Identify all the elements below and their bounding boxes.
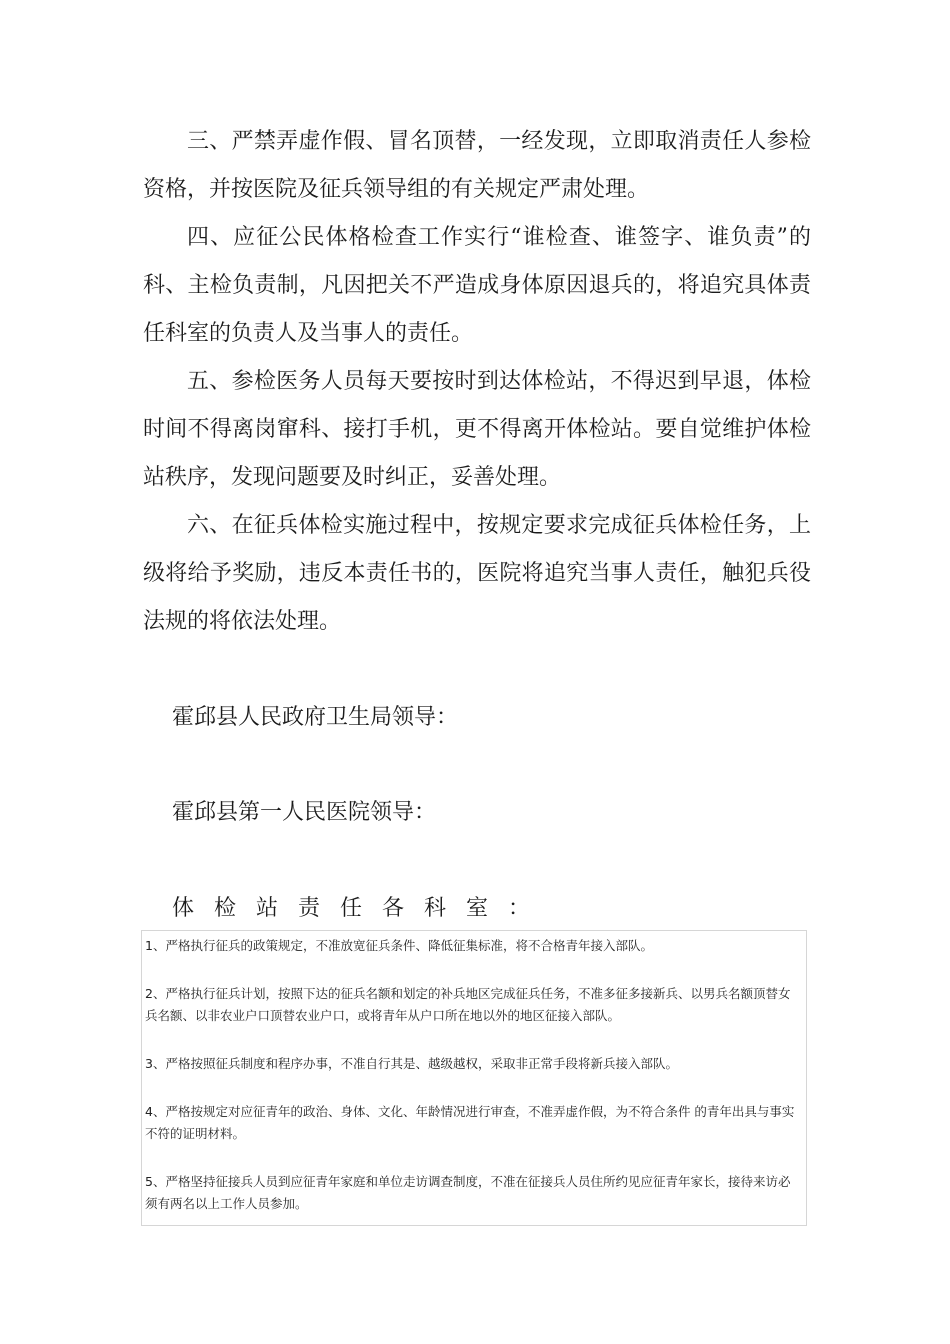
rule-item: 3、严格按照征兵制度和程序办事，不准自行其是、越级越权，采取非正常手段将新兵接入部队。 xyxy=(145,1056,678,1071)
rule-item: 1、严格执行征兵的政策规定，不准放宽征兵条件、降低征集标准，将不合格青年接入部队。 xyxy=(145,938,653,953)
signature-bureau: 霍邱县人民政府卫生局领导： xyxy=(172,705,459,730)
rule-item: 5、严格坚持征接兵人员到应征青年家庭和单位走访调查制度，不准在征接兵人员住所约见应征青年家长，接待来访必须有两名以上工作人员参加。 xyxy=(145,1174,791,1211)
paragraph-5: 五、参检医务人员每天要按时到达体检站，不得迟到早退，体检时间不得离岗窜科、接打手机，更不得离开体检站。要自觉维护体检站秩序，发现问题要及时纠正，妥善处理。 xyxy=(143,369,811,490)
paragraph-6: 六、在征兵体检实施过程中，按规定要求完成征兵体检任务，上级将给予奖励，违反本责任书的，医院将追究当事人责任，触犯兵役法规的将依法处理。 xyxy=(143,513,811,634)
signature-hospital: 霍邱县第一人民医院领导： xyxy=(172,800,437,825)
rule-item: 4、严格按规定对应征青年的政治、身体、文化、年龄情况进行审查，不准弄虚作假，为不符合条件 的青年出具与事实不符的证明材料。 xyxy=(145,1104,795,1141)
rule-item: 2、严格执行征兵计划，按照下达的征兵名额和划定的补兵地区完成征兵任务，不准多征多接新兵、以男兵名额顶替女兵名额、以非农业户口顶替农业户口，或将青年从户口所在地以外的地区征接入部队。 xyxy=(145,986,791,1023)
paragraph-4: 四、应征公民体格检查工作实行“谁检查、谁签字、谁负责”的科、主检负责制，凡因把关不严造成身体原因退兵的，将追究具体责任科室的负责人及当事人的责任。 xyxy=(143,225,811,346)
signature-station: 体检站责任各科室： xyxy=(172,896,551,921)
paragraph-3: 三、严禁弄虚作假、冒名顶替，一经发现，立即取消责任人参检资格，并按医院及征兵领导组的有关规定严肃处理。 xyxy=(143,129,811,202)
rules-box xyxy=(141,930,807,1226)
